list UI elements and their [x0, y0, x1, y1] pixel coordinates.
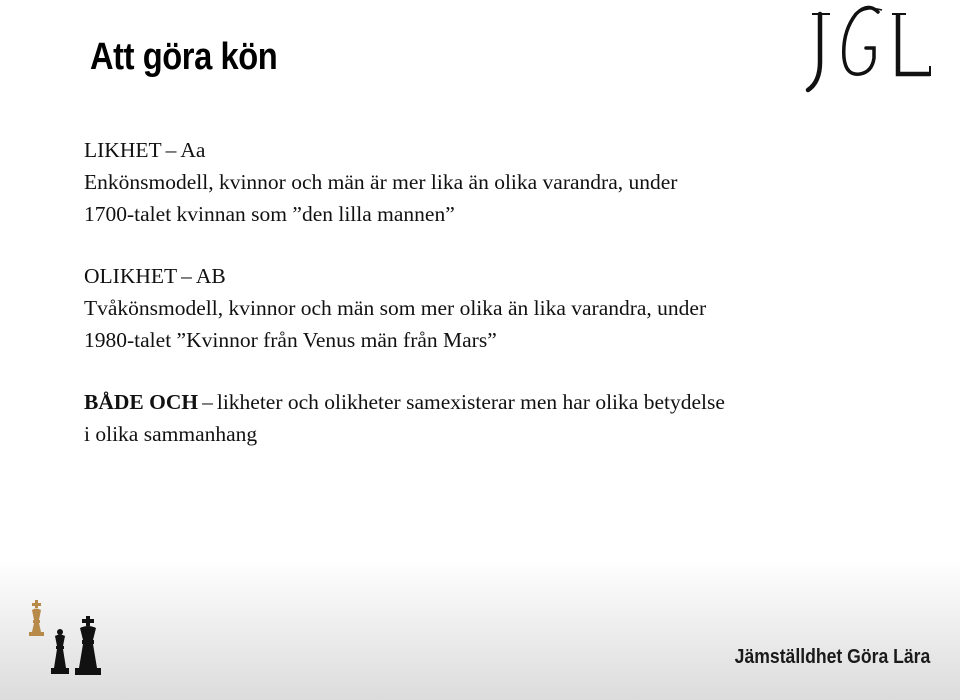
- section-heading: OLIKHET: [84, 264, 178, 288]
- dash: –: [165, 138, 177, 162]
- body-line: 1700-talet kvinnan som ”den lilla mannen”: [84, 202, 455, 226]
- slide-title: Att göra kön: [90, 36, 278, 78]
- dash: –: [202, 390, 213, 414]
- section-heading-line: [84, 134, 904, 166]
- body-line: Tvåkönsmodell, kvinnor och män som mer olika än lika varandra, under: [84, 296, 707, 320]
- dash: –: [181, 264, 192, 288]
- black-king-piece: [75, 616, 101, 675]
- body-text: likheter och olikheter samexisterar men har olika betydelse: [216, 390, 725, 414]
- section-olikhet: [84, 260, 904, 356]
- footer-band: [0, 560, 960, 700]
- section-code: AB: [195, 264, 226, 288]
- gold-king-piece: [29, 600, 44, 636]
- slide-content: [84, 134, 904, 480]
- section-likhet: [84, 134, 904, 230]
- brand-wordmark: Jämställdhet Göra Lära: [734, 646, 930, 668]
- section-bade-och: [84, 386, 904, 450]
- chess-pieces-icon: [26, 598, 106, 680]
- section-heading: BÅDE OCH: [84, 390, 199, 414]
- body-line: i olika sammanhang: [84, 422, 258, 446]
- section-code: Aa: [180, 138, 206, 162]
- section-heading-line: [84, 386, 904, 418]
- section-heading: LIKHET: [84, 138, 162, 162]
- body-line: Enkönsmodell, kvinnor och män är mer lika än olika varandra, under: [84, 170, 678, 194]
- jgl-monogram-logo: [798, 2, 938, 98]
- black-piece: [51, 629, 69, 674]
- body-line: 1980-talet ”Kvinnor från Venus män från Mars”: [84, 328, 497, 352]
- section-heading-line: [84, 260, 904, 292]
